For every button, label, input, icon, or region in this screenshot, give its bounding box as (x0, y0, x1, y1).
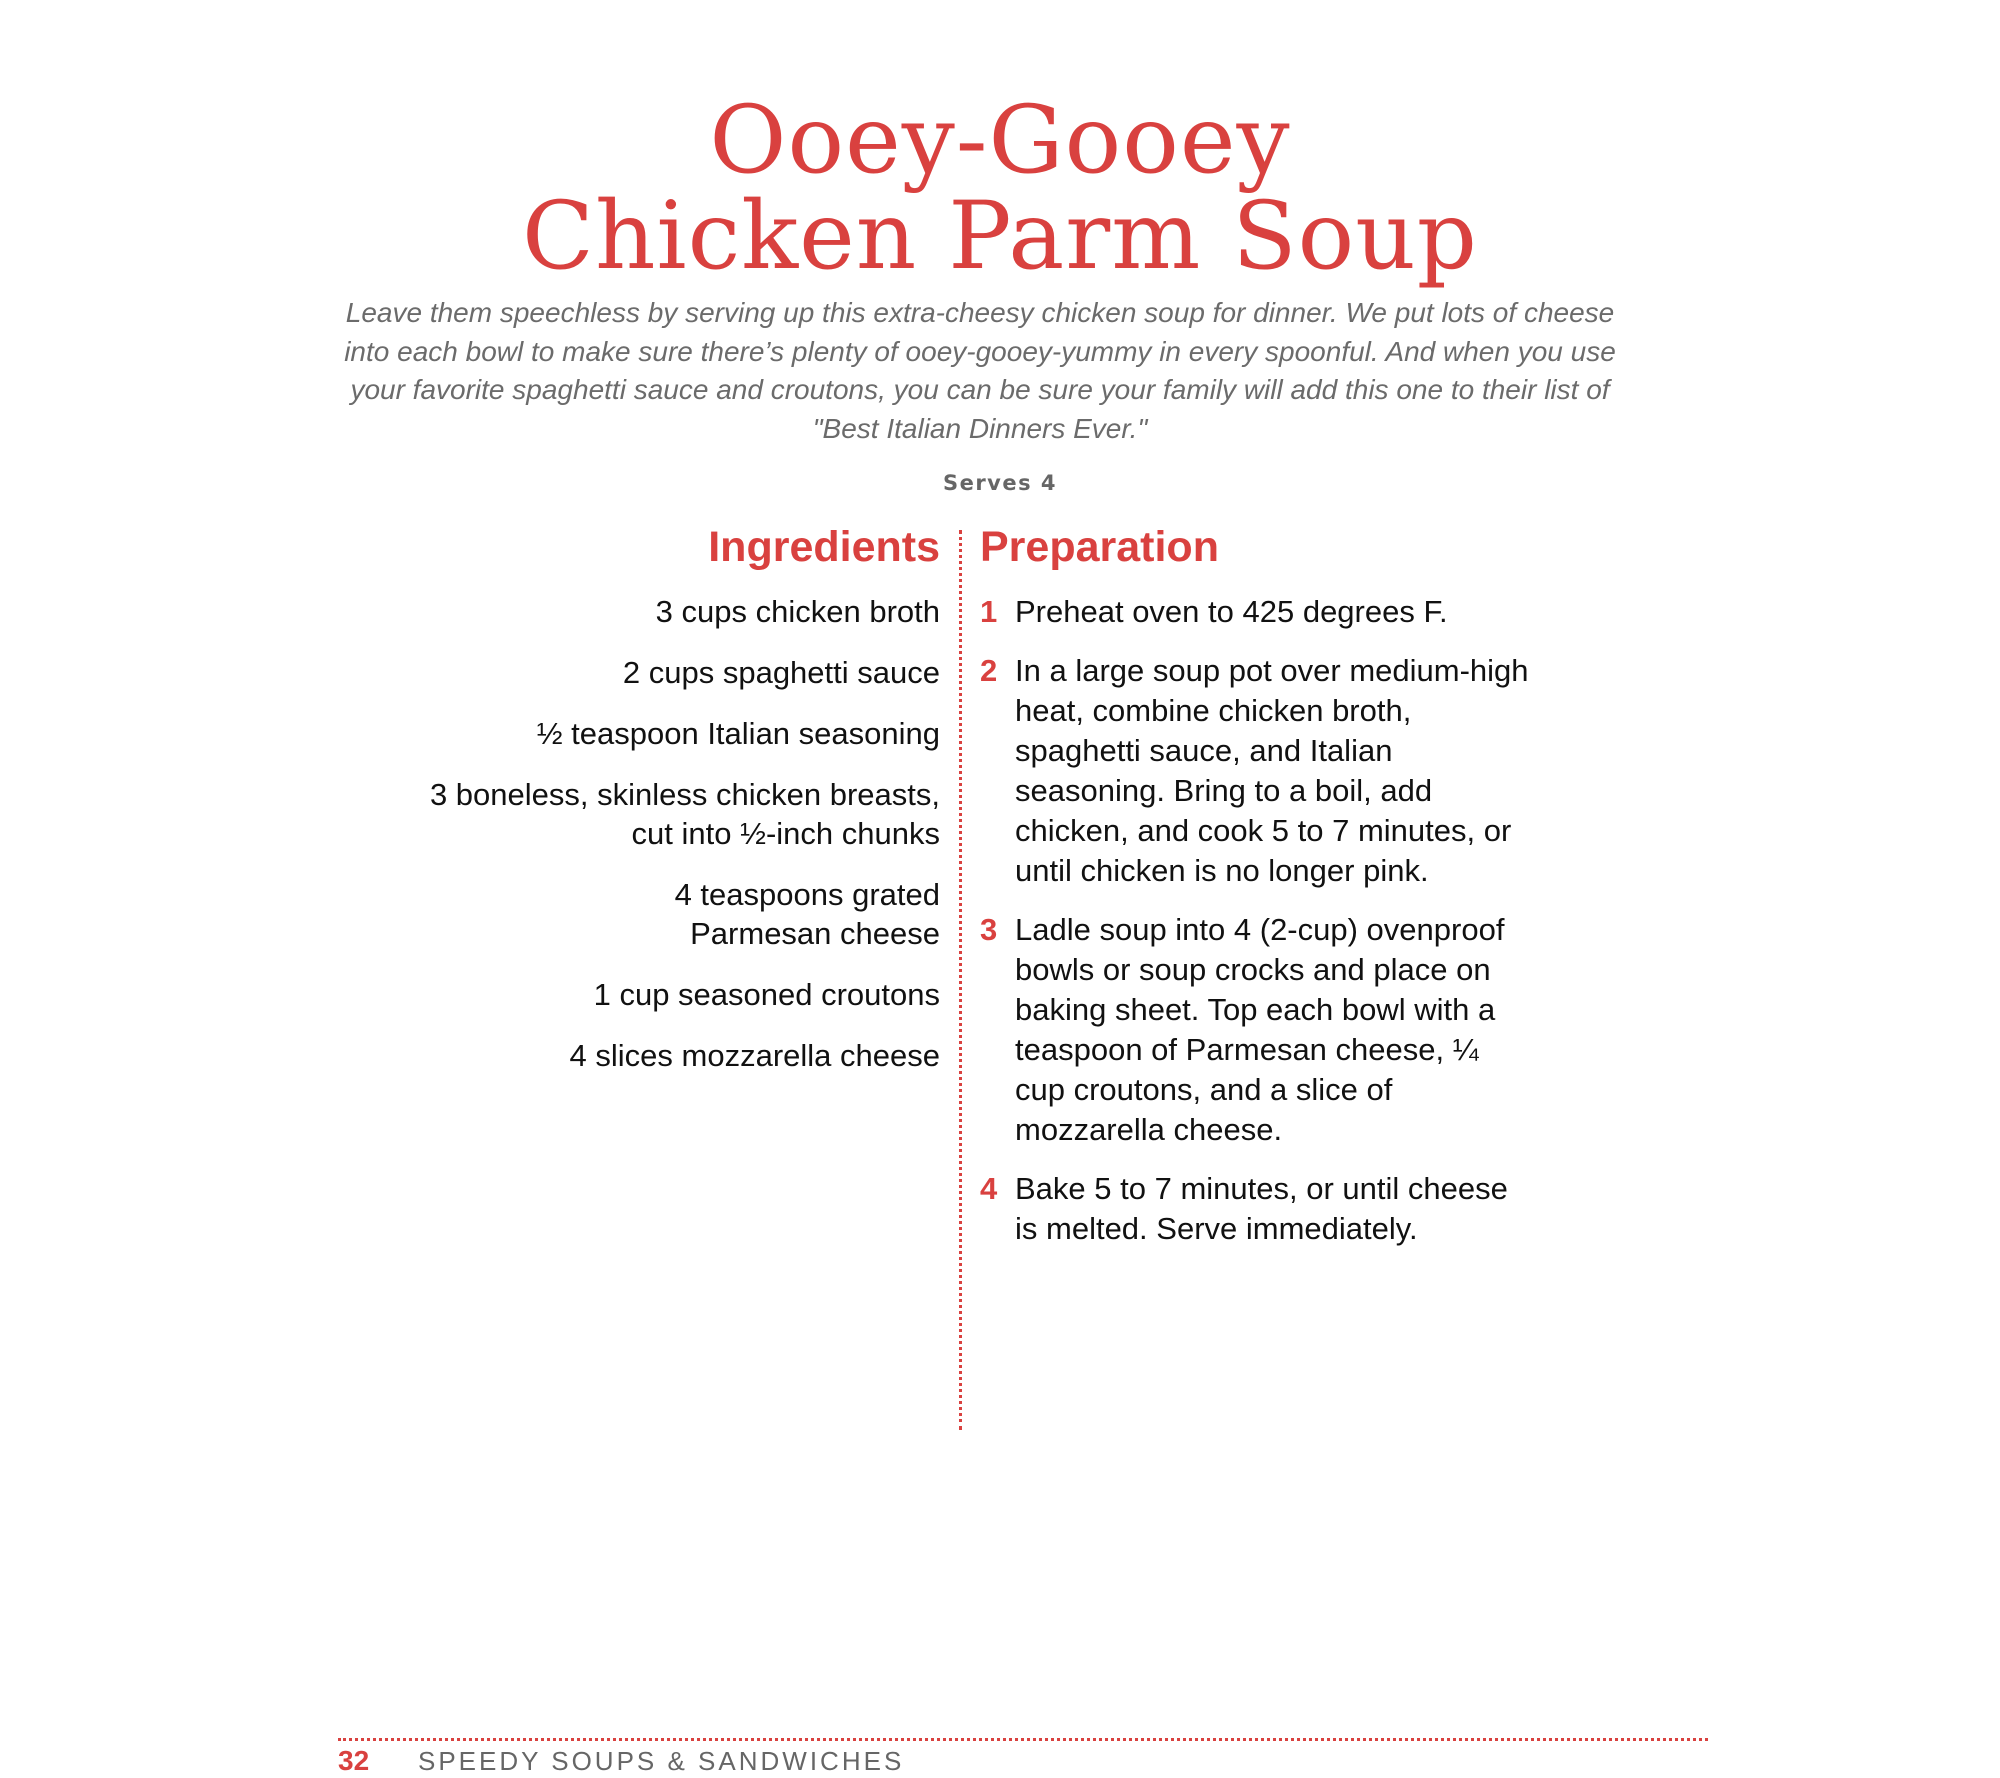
step-text: In a large soup pot over medium-high heat, combine chicken broth, spaghetti sauce, and Italian seasoning. Bring to a boil, add chicken, and cook 5 to 7 minutes, or until chicken is no longer pink. (1015, 653, 1529, 888)
footer-divider (338, 1738, 1708, 1741)
preparation-section (980, 522, 1580, 1268)
recipe-title-line: Ooey-Gooey (709, 85, 1291, 195)
step-number: 3 (980, 912, 998, 947)
step-text: Preheat oven to 425 degrees F. (1015, 594, 1448, 629)
preparation-step (980, 592, 1535, 632)
preparation-step (980, 1169, 1535, 1249)
preparation-steps (980, 592, 1580, 1249)
step-number: 4 (980, 1171, 998, 1206)
preparation-step (980, 651, 1535, 891)
ingredients-heading: Ingredients (708, 523, 940, 571)
step-number: 1 (980, 594, 998, 629)
page-number: 32 (338, 1745, 370, 1776)
ingredients-section (340, 522, 940, 1097)
ingredient-item: 2 cups spaghetti sauce (622, 655, 940, 690)
recipe-title-line: Chicken Parm Soup (522, 181, 1478, 291)
ingredient-item: ½ teaspoon Italian seasoning (536, 716, 940, 751)
ingredient-item: 3 boneless, skinless chicken breasts, cut into ½-inch chunks (429, 777, 940, 851)
ingredient-item: 3 cups chicken broth (655, 594, 940, 629)
ingredient-item: 4 teaspoons grated Parmesan cheese (674, 877, 940, 951)
column-divider (959, 530, 962, 1430)
preparation-heading: Preparation (980, 523, 1219, 571)
ingredient-item: 4 slices mozzarella cheese (569, 1038, 940, 1073)
recipe-intro: Leave them speechless by serving up this extra-cheesy chicken soup for dinner. We put lots of cheese into each bowl to make sure there’s plenty of ooey-gooey-yummy in every spoonful. And when you use your favorite spaghetti sauce and croutons, you can be sure your family will add this one to their list of "Best Italian Dinners Ever." (344, 297, 1616, 444)
ingredients-list (340, 592, 940, 1075)
step-number: 2 (980, 653, 998, 688)
step-text: Bake 5 to 7 minutes, or until cheese is melted. Serve immediately. (1015, 1171, 1508, 1246)
serves-count: Serves 4 (942, 471, 1058, 495)
step-text: Ladle soup into 4 (2-cup) ovenproof bowls or soup crocks and place on baking sheet. Top each bowl with a teaspoon of Parmesan cheese, ¼ cup croutons, and a slice of mozzarella cheese. (1015, 912, 1505, 1147)
ingredient-item: 1 cup seasoned croutons (593, 977, 940, 1012)
section-title: SPEEDY SOUPS & SANDWICHES (418, 1746, 905, 1776)
recipe-title (0, 85, 2000, 291)
preparation-step (980, 910, 1535, 1150)
